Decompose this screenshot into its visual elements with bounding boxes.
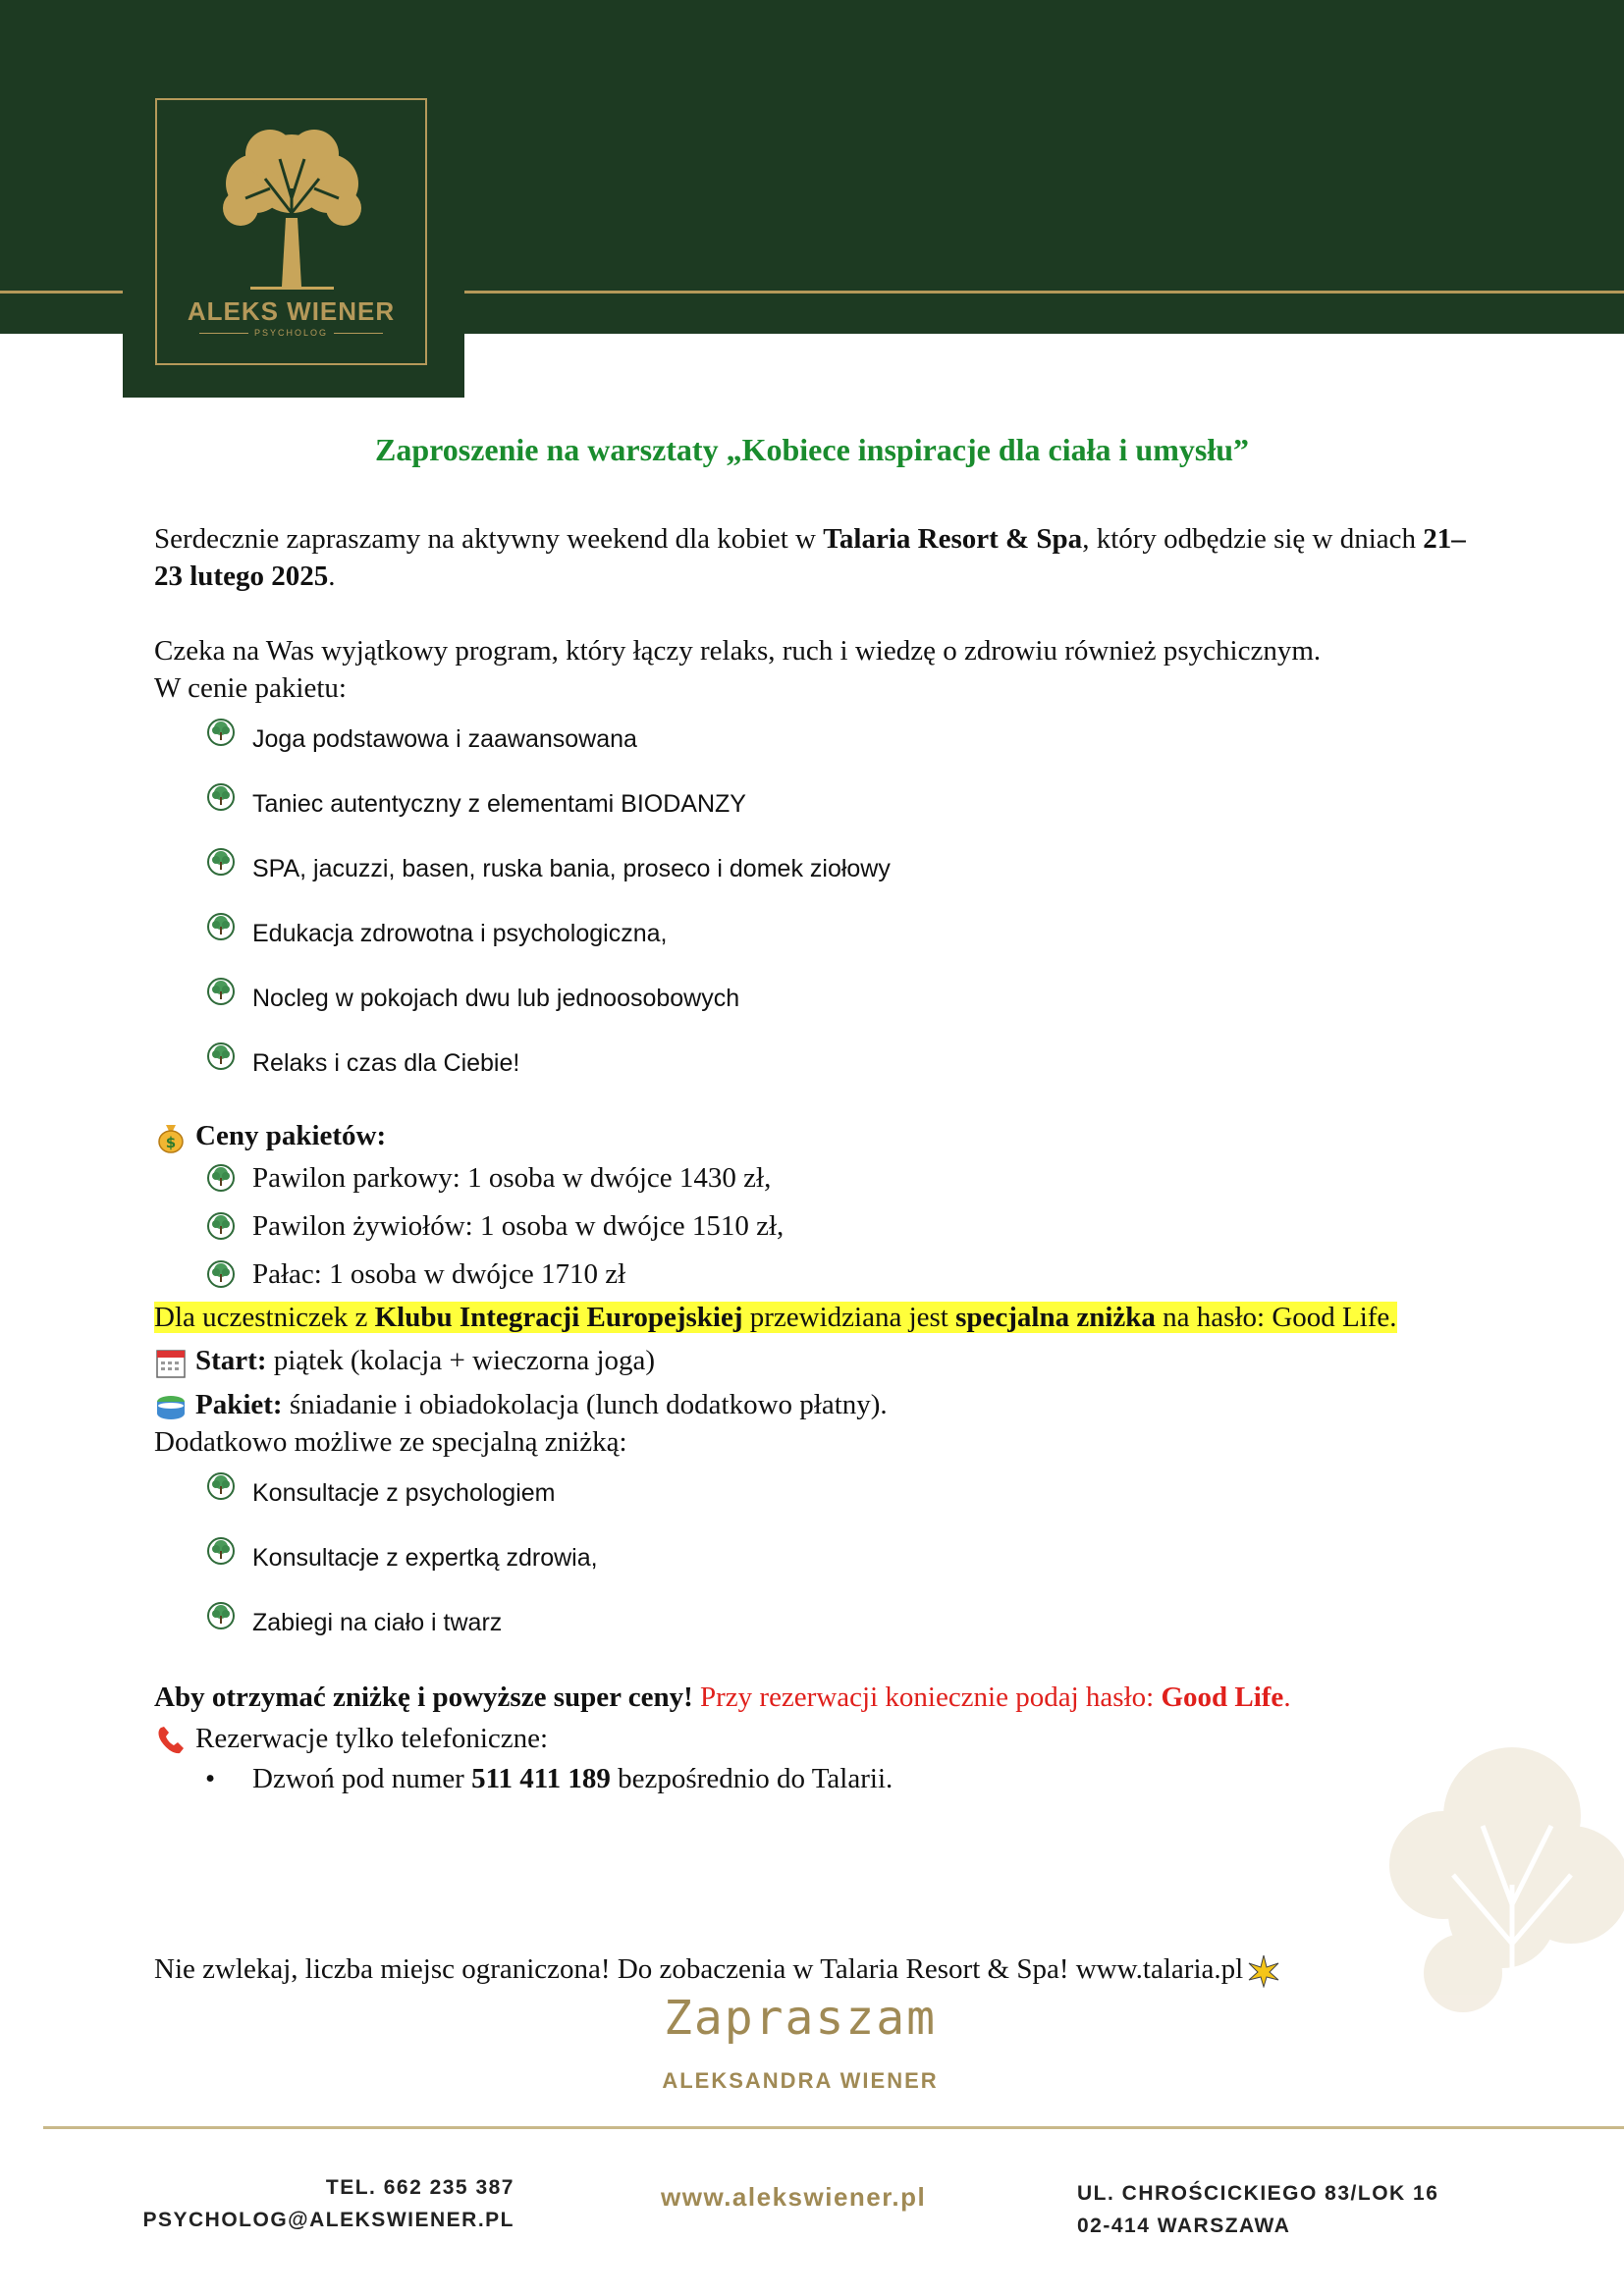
money-bag-icon [154, 1121, 188, 1154]
page-title: Zaproszenie na warsztaty „Kobiece inspiracje dla ciała i umysłu” [374, 432, 1250, 467]
header-divider-right [464, 291, 1624, 294]
tree-bullet-icon [206, 718, 236, 747]
package-list [154, 707, 1470, 1095]
tree-bullet-icon [206, 1259, 236, 1289]
logo-subtitle: PSYCHOLOG [157, 328, 425, 338]
list-item: Joga podstawowa i zaawansowana [154, 707, 1470, 772]
footer-email[interactable]: PSYCHOLOG@ALEKSWIENER.PL [142, 2209, 514, 2231]
footer-street: UL. CHROŚCICKIEGO 83/LOK 16 [1077, 2182, 1439, 2205]
svg-text:$: $ [165, 1134, 177, 1152]
logo-name: ALEKS WIENER [187, 296, 396, 326]
discount-paragraph: Dla uczestniczek z Klubu Integracji Europejskiej przewidziana jest specjalna zniżka na hasło: Good Life. [154, 1302, 1397, 1334]
intro-text-1: Serdecznie zapraszamy na aktywny weekend dla kobiet w [154, 523, 824, 555]
tree-bullet-icon [206, 1601, 236, 1630]
prices-list [154, 1154, 1470, 1299]
tree-bullet-icon [206, 1536, 236, 1566]
intro-paragraph [154, 520, 1470, 595]
list-item: Zabiegi na ciało i twarz [154, 1590, 1470, 1655]
club-name: Klubu Integracji Europejskiej [374, 1302, 743, 1334]
signature-name: ALEKSANDRA WIENER [662, 2068, 939, 2093]
tree-bullet-icon [206, 1211, 236, 1241]
bento-icon [154, 1390, 188, 1423]
tree-bullet-icon [206, 1041, 236, 1071]
list-item: SPA, jacuzzi, basen, ruska bania, proseco i domek ziołowy [154, 836, 1470, 901]
footer-divider [43, 2126, 1624, 2129]
list-item: • Dzwoń pod numer 511 411 189 bezpośrednio do Talarii. [154, 1757, 1470, 1800]
list-item: Pałac: 1 osoba w dwójce 1710 zł [154, 1251, 1470, 1299]
intro-text-3: . [328, 561, 336, 592]
event-dates: 21–23 lutego 2025 [154, 523, 1466, 592]
tree-bullet-icon [206, 977, 236, 1006]
list-item: Pawilon żywiołów: 1 osoba w dwójce 1510 zł, [154, 1202, 1470, 1251]
extra-heading: Dodatkowo możliwe ze specjalną zniżką: [154, 1426, 627, 1459]
venue-name: Talaria Resort & Spa [823, 523, 1083, 555]
list-item: Pawilon parkowy: 1 osoba w dwójce 1430 zł, [154, 1154, 1470, 1202]
list-item: Nocleg w pokojach dwu lub jednoosobowych [154, 966, 1470, 1031]
list-item: Relaks i czas dla Ciebie! [154, 1031, 1470, 1095]
tree-bullet-icon [206, 912, 236, 941]
list-item: Edukacja zdrowotna i psychologiczna, [154, 901, 1470, 966]
list-item: Taniec autentyczny z elementami BIODANZY [154, 772, 1470, 836]
phone-icon [154, 1724, 188, 1757]
tree-bullet-icon [206, 1163, 236, 1193]
intro-text-2: , który odbędzie się w dniach [1082, 523, 1424, 555]
cta-paragraph: Aby otrzymać zniżkę i powyższe super ceny! Przy rezerwacji koniecznie podaj hasło: Good Life. [154, 1682, 1291, 1714]
prices-heading: $ Ceny pakietów: [154, 1117, 1470, 1154]
logo [123, 0, 464, 398]
closing-line: Nie zwlekaj, liczba miejsc ograniczona! Do zobaczenia w Talaria Resort & Spa! www.talaria.pl [154, 1953, 1288, 1988]
phone-number[interactable]: 511 411 189 [471, 1763, 611, 1795]
signature: Zapraszam [663, 1991, 938, 2046]
sparkle-icon [1247, 1954, 1280, 1988]
password: Good Life [1161, 1682, 1284, 1714]
program-paragraph: Czeka na Was wyjątkowy program, który łączy relaks, ruch i wiedzę o zdrowiu również psychicznym. [154, 635, 1322, 667]
header-divider-left [0, 291, 123, 294]
list-item: Konsultacje z psychologiem [154, 1461, 1470, 1525]
tree-bullet-icon [206, 847, 236, 877]
pakiet-line: Pakiet: śniadanie i obiadokolacja (lunch dodatkowo płatny). [154, 1386, 1470, 1423]
footer-city: 02-414 WARSZAWA [1077, 2215, 1291, 2237]
reservation-list [154, 1757, 1470, 1800]
footer-contact [142, 2171, 514, 2236]
extra-list [154, 1461, 1470, 1655]
calendar-icon [154, 1347, 188, 1380]
tree-bullet-icon [206, 1471, 236, 1501]
package-heading: W cenie pakietu: [154, 672, 347, 704]
reservation-heading: Rezerwacje tylko telefoniczne: [154, 1720, 1470, 1757]
start-line: Start: piątek (kolacja + wieczorna joga) [154, 1342, 1470, 1379]
tree-bullet-icon [206, 782, 236, 812]
logo-frame [155, 98, 427, 365]
main-content [154, 520, 1470, 1800]
footer-tel[interactable]: TEL. 662 235 387 [325, 2176, 514, 2199]
footer-website[interactable]: www.alekswiener.pl [661, 2182, 927, 2212]
footer-address [1077, 2177, 1438, 2242]
list-item: Konsultacje z expertką zdrowia, [154, 1525, 1470, 1590]
tree-icon [211, 120, 373, 296]
